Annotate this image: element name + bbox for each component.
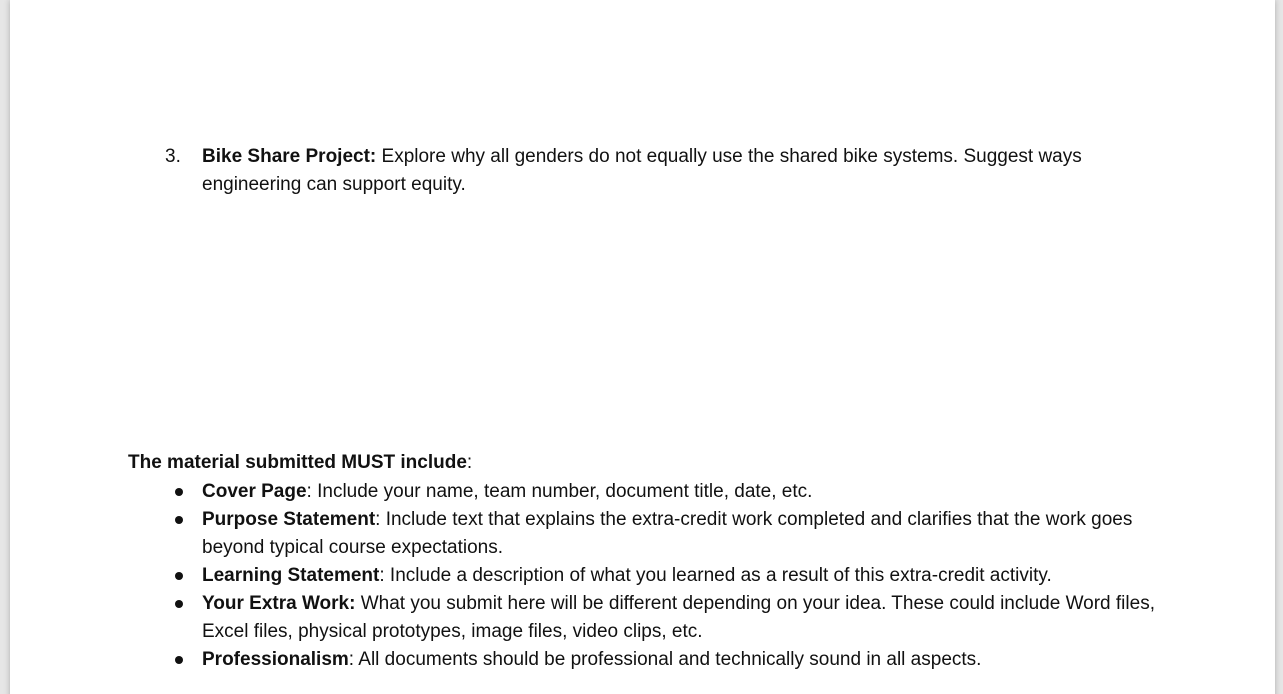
bullet-icon xyxy=(175,656,183,664)
item-text: : All documents should be professional and technically sound in all aspects. xyxy=(348,649,982,670)
item-title: Cover Page xyxy=(202,481,307,502)
item-title: Your Extra Work: xyxy=(202,593,356,614)
item-title: Professionalism xyxy=(202,649,349,670)
item-text: : Include your name, team number, document title, date, etc. xyxy=(306,481,813,502)
item-text: : Include a description of what you learned as a result of this extra-credit activity. xyxy=(379,565,1052,586)
list-item-body xyxy=(202,143,1157,199)
bullet-icon xyxy=(175,516,183,524)
item-title: Bike Share Project: xyxy=(202,146,377,167)
bullet-icon xyxy=(175,600,183,608)
item-text: Explore why all genders do not equally use the shared bike systems. Suggest ways engineering can support equity. xyxy=(202,146,1082,195)
item-text: What you submit here will be different depending on your idea. These could include Word files, Excel files, physical prototypes, image files, video clips, etc. xyxy=(202,593,1155,642)
bullet-icon xyxy=(175,488,183,496)
item-title: Purpose Statement xyxy=(202,509,376,530)
requirements-heading-bold: The material submitted MUST include xyxy=(128,452,467,473)
requirements-list xyxy=(173,478,1163,674)
list-item xyxy=(173,506,1163,562)
list-item xyxy=(173,562,1163,590)
list-number: 3. xyxy=(165,146,181,167)
list-item xyxy=(173,478,1163,506)
list-item xyxy=(173,646,1163,674)
document-page xyxy=(10,0,1275,694)
item-title: Learning Statement xyxy=(202,565,380,586)
bullet-icon xyxy=(175,572,183,580)
requirements-heading-suffix: : xyxy=(466,452,473,473)
requirements-heading xyxy=(128,449,1028,477)
list-item xyxy=(173,590,1163,646)
item-text: : Include text that explains the extra-credit work completed and clarifies that the work goes beyond typical course expectations. xyxy=(202,509,1133,558)
